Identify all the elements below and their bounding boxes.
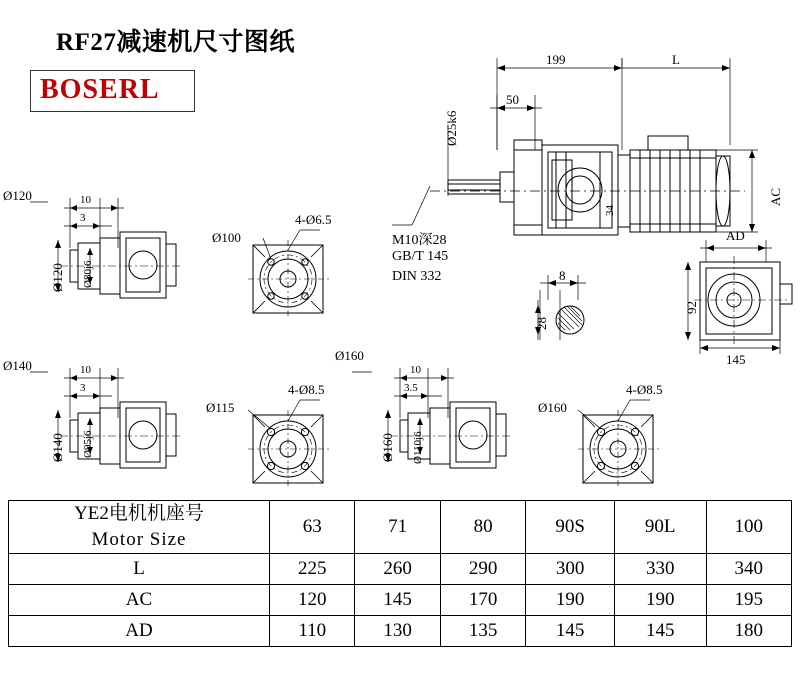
v3-dim-3-label: 3 [80, 382, 86, 394]
table-cell: 340 [706, 554, 792, 585]
dim-34-label: 34 [604, 205, 616, 216]
dim-AD-label: AD [726, 228, 745, 243]
table-cell: 180 [706, 616, 792, 647]
table-row [9, 554, 792, 585]
table-col-header: 80 [440, 501, 525, 554]
table-cell: 135 [440, 616, 525, 647]
table-header-label [9, 501, 270, 554]
v5-dia-shaft-label: Ø110j6 [412, 431, 424, 464]
v1-dim-3-label: 3 [80, 212, 86, 224]
v4-dia-label: Ø115 [206, 400, 235, 415]
dim-50-label: 50 [506, 92, 519, 107]
table-row [9, 616, 792, 647]
v1-dia-flange-label: Ø120 [50, 263, 65, 292]
table-cell: 290 [440, 554, 525, 585]
table-cell: 145 [355, 585, 440, 616]
v5-dia-flange-label: Ø160 [380, 433, 395, 462]
table-header-label-en: Motor Size [91, 529, 187, 550]
table-cell: 195 [706, 585, 792, 616]
table-col-header: 90L [614, 501, 706, 554]
page-title: RF27减速机尺寸图纸 [56, 29, 295, 56]
dim-145-label: 145 [726, 352, 746, 367]
v3-dia-shaft-label: Ø95j6 [82, 430, 94, 458]
v1-dim-10-label: 10 [80, 194, 91, 206]
thread-note-line1: M10深28 [392, 233, 447, 248]
dim-199-label: 199 [546, 52, 566, 67]
table-cell: 300 [526, 554, 615, 585]
table-col-header: 90S [526, 501, 615, 554]
table-cell: 330 [614, 554, 706, 585]
table-cell: 145 [614, 616, 706, 647]
table-cell: 110 [270, 616, 355, 647]
table-header-label-cn: YE2电机机座号 [74, 503, 204, 524]
row-label: AD [9, 616, 270, 647]
logo-text: BOSERL [40, 74, 160, 105]
v3-dim-10-label: 10 [80, 364, 91, 376]
dim-92-label: 92 [684, 301, 699, 314]
table-cell: 190 [526, 585, 615, 616]
table-cell: 130 [355, 616, 440, 647]
dim-key-8-label: 8 [559, 268, 566, 283]
v1-dia-top-label: Ø120 [3, 188, 32, 203]
dim-shaft-dia-label: Ø25k6 [444, 110, 459, 146]
table-cell: 190 [614, 585, 706, 616]
v1-dia-shaft-label: Ø80j6 [82, 260, 94, 288]
table-row [9, 585, 792, 616]
thread-note-line2: GB/T 145 [392, 249, 449, 264]
table-cell: 120 [270, 585, 355, 616]
table-cell: 225 [270, 554, 355, 585]
table-col-header: 100 [706, 501, 792, 554]
v2-holes-label: 4-Ø6.5 [295, 212, 332, 227]
table-row-header [9, 501, 792, 554]
v2-dia-label: Ø100 [212, 230, 241, 245]
row-label: AC [9, 585, 270, 616]
dim-AC-label: AC [768, 187, 783, 206]
v5-dia-top-label: Ø160 [335, 348, 364, 363]
v6-dia-label: Ø160 [538, 400, 567, 415]
v4-holes-label: 4-Ø8.5 [288, 382, 325, 397]
table-col-header: 71 [355, 501, 440, 554]
spec-table [8, 500, 792, 647]
table-cell: 170 [440, 585, 525, 616]
v5-dim-10-label: 10 [410, 364, 421, 376]
table-cell: 260 [355, 554, 440, 585]
row-label: L [9, 554, 270, 585]
table-col-header: 63 [270, 501, 355, 554]
v5-dim-35-label: 3.5 [404, 382, 418, 394]
v6-holes-label: 4-Ø8.5 [626, 382, 663, 397]
v3-dia-top-label: Ø140 [3, 358, 32, 373]
dim-key-28-label: 28 [534, 317, 549, 330]
thread-note-line3: DIN 332 [392, 269, 442, 284]
dim-L-label: L [672, 52, 680, 67]
table-cell: 145 [526, 616, 615, 647]
v3-dia-flange-label: Ø140 [50, 433, 65, 462]
